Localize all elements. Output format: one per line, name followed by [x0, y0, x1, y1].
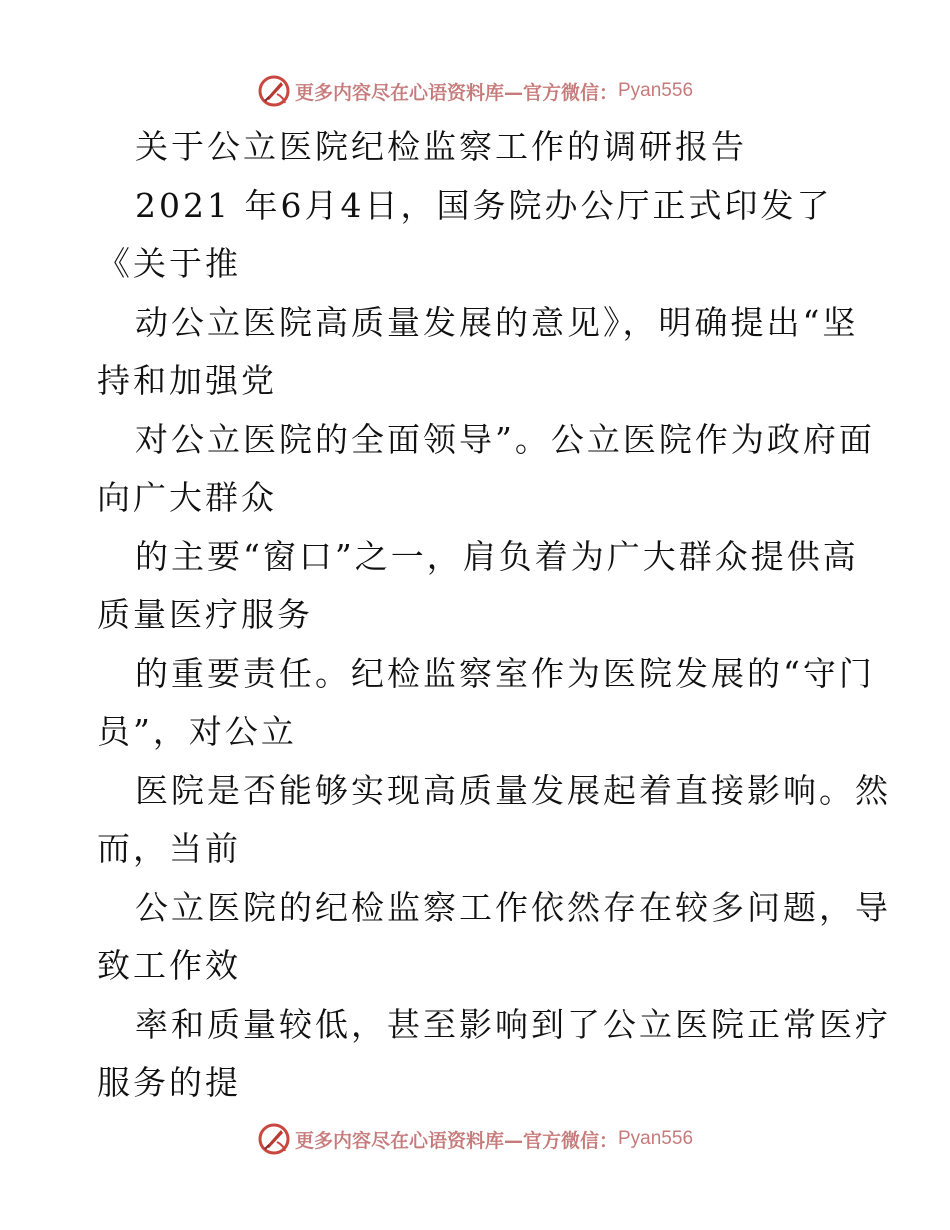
paragraph-line: 的重要责任。纪检监察室作为医院发展的“守门 — [135, 654, 875, 693]
header-banner — [0, 71, 950, 111]
paragraph-line: 服务的提 — [97, 1063, 241, 1102]
banner-text: 更多内容尽在心语资料库—官方微信： — [294, 81, 618, 104]
paragraph-line: 《关于推 — [97, 244, 241, 283]
paragraph-line: 致工作效 — [97, 946, 241, 985]
paragraph-line: 员”，对公立 — [97, 712, 297, 751]
paragraph-line: 而，当前 — [97, 829, 241, 868]
banner-wechat-id: Pyan556 — [618, 80, 694, 101]
paragraph-line: 向广大群众 — [97, 478, 277, 517]
paragraph-line: 持和加强党 — [97, 361, 277, 400]
paragraph-line: 率和质量较低，甚至影响到了公立医院正常医疗 — [135, 1005, 891, 1044]
paragraph-line: 公立医院的纪检监察工作依然存在较多问题，导 — [135, 888, 891, 927]
footer-banner — [0, 1119, 950, 1159]
paragraph-line: 质量医疗服务 — [97, 595, 313, 634]
paragraph-line: 的主要“窗口”之一，肩负着为广大群众提供高 — [135, 537, 859, 576]
quill-logo-icon — [257, 1122, 291, 1156]
paragraph-line: 对公立医院的全面领导”。公立医院作为政府面 — [135, 420, 875, 459]
paragraph-line: 医院是否能够实现高质量发展起着直接影响。然 — [135, 771, 891, 810]
banner-wechat-id: Pyan556 — [618, 1128, 694, 1149]
paragraph-line: 2021 年6月4日，国务院办公厅正式印发了 — [135, 186, 833, 225]
quill-logo-icon — [257, 74, 291, 108]
paragraph-line: 动公立医院高质量发展的意见》，明确提出“坚 — [135, 303, 859, 342]
banner-text: 更多内容尽在心语资料库—官方微信： — [294, 1129, 618, 1152]
document-title: 关于公立医院纪检监察工作的调研报告 — [135, 127, 747, 166]
